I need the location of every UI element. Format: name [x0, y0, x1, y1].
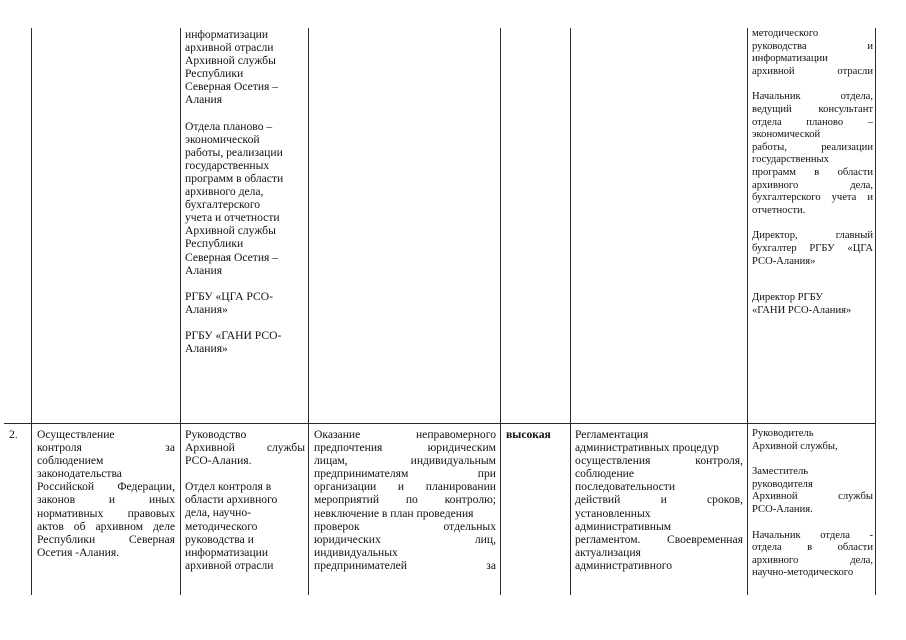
risk-level-value: высокая	[506, 428, 551, 441]
text-line: архивного дела,	[185, 185, 264, 199]
text-line: Осетия -Алания.	[37, 545, 120, 559]
table-row-divider	[4, 423, 876, 424]
text-line: Осуществление	[37, 428, 115, 441]
table-col-divider-3	[500, 28, 501, 595]
text-line: отчетности.	[752, 204, 806, 216]
text-line: программ в области	[752, 166, 873, 178]
text-line: РГБУ «ГАНИ РСО-	[185, 328, 282, 342]
text-line: Алания»	[185, 302, 228, 316]
row2-function	[37, 428, 175, 559]
text-line: Отдел контроля в	[185, 480, 272, 494]
text-line: контроля за	[37, 441, 175, 455]
table-border-left	[31, 28, 32, 595]
text-line: мероприятий по контролю;	[314, 493, 496, 507]
top-row-positions-block1	[752, 28, 873, 78]
text-line: государственных	[185, 158, 270, 172]
text-line: действий и сроков,	[575, 493, 743, 507]
text-line: экономической	[185, 132, 260, 146]
row2-risk-level	[506, 428, 568, 441]
top-row-positions-block3	[752, 230, 873, 268]
text-line: Российской Федерации,	[37, 480, 175, 494]
row2-positions	[752, 428, 873, 580]
text-line: бухгалтер РГБУ «ЦГА	[752, 242, 873, 254]
text-line: Республики	[185, 67, 244, 81]
text-line: работы, реализации	[185, 145, 283, 159]
table-border-right	[875, 28, 876, 595]
text-line: установленных	[575, 506, 651, 520]
text-line: организации и планировании	[314, 480, 496, 494]
text-line: Северная Осетия –	[185, 250, 279, 264]
row2-responsible-units	[185, 428, 305, 572]
text-line: Республики Северная	[37, 532, 175, 546]
text-line: Алания»	[185, 341, 228, 355]
table-col-divider-4	[570, 28, 571, 595]
row-number: 2.	[9, 428, 18, 441]
text-line: РСО-Алания.	[752, 503, 813, 515]
text-line: Руководство	[185, 428, 247, 441]
text-line: Заместитель	[752, 466, 809, 478]
top-row-positions-block4	[752, 292, 873, 317]
top-row-responsible-units-text	[185, 28, 305, 355]
text-line: актуализация	[575, 545, 641, 559]
paragraph-gap	[185, 316, 305, 329]
text-line: архивного дела,	[752, 179, 873, 191]
text-line: Начальник отдела,	[752, 91, 873, 103]
text-line: информатизации	[185, 545, 269, 559]
text-line: юридических лиц,	[314, 532, 496, 546]
text-line: соблюдение	[575, 467, 635, 481]
text-line: Оказание неправомерного	[314, 428, 496, 441]
text-line: архивной отрасли	[752, 65, 873, 77]
text-line: архивной отрасли	[185, 41, 274, 55]
text-line: административного	[575, 558, 673, 572]
text-line: предпринимателей за	[314, 558, 496, 572]
text-line: Алания	[185, 93, 223, 107]
paragraph-gap	[185, 107, 305, 120]
text-line: научно-методического	[752, 567, 854, 579]
text-line: невключение в план проведения	[314, 506, 474, 520]
text-line: законов и иных	[37, 493, 175, 507]
row2-corruption-risks	[314, 428, 496, 572]
text-line: законодательства	[37, 467, 122, 481]
top-row-positions-block2	[752, 91, 873, 217]
text-line: Архивной службы	[185, 54, 276, 68]
text-line: Регламентация	[575, 428, 649, 441]
text-line: лицам, индивидуальным	[314, 454, 496, 468]
text-line: Архивной службы	[752, 491, 873, 503]
text-line: Директор РГБУ	[752, 292, 823, 304]
text-line: Архивной службы	[185, 224, 276, 238]
text-line: дела, научно-	[185, 506, 252, 520]
top-row-positions	[752, 28, 873, 317]
text-line: экономической	[752, 129, 821, 141]
text-line: программ в области	[185, 171, 284, 185]
text-line: государственных	[752, 154, 829, 166]
row2-number	[9, 428, 29, 441]
text-line: РСО-Алания»	[752, 255, 816, 267]
text-line: предпринимателям при	[314, 467, 496, 481]
top-row-responsible-units	[185, 28, 305, 355]
text-line: методического	[185, 519, 258, 533]
text-line: руководства и	[185, 532, 254, 546]
text-line: осуществления контроля,	[575, 454, 743, 468]
table-col-divider-1	[180, 28, 181, 595]
text-line: архивной отрасли	[185, 558, 274, 572]
text-line: отдела планово –	[752, 116, 873, 128]
text-line: бухгалтерского	[185, 198, 261, 212]
text-line: Архивной службы	[185, 441, 305, 455]
text-line: проверок отдельных	[314, 519, 496, 533]
text-line: РГБУ «ЦГА РСО-	[185, 289, 273, 303]
text-line: регламентом. Своевременная	[575, 532, 743, 546]
text-line: Алания	[185, 263, 223, 277]
text-line: индивидуальных	[314, 545, 398, 559]
text-line: области архивного	[185, 493, 278, 507]
text-line: ведущий консультант	[752, 103, 873, 115]
text-line: Северная Осетия –	[185, 80, 279, 94]
text-line: Архивной службы,	[752, 440, 838, 452]
text-line: руководства и	[752, 40, 873, 52]
table-col-divider-2	[308, 28, 309, 595]
text-line: учета и отчетности	[185, 211, 280, 225]
text-line: Директор, главный	[752, 230, 873, 242]
text-line: актов об архивном деле	[37, 519, 175, 533]
text-line: Республики	[185, 237, 244, 251]
text-line: методического	[752, 28, 819, 39]
text-line: РСО-Алания.	[185, 454, 252, 468]
text-line: отдела в области	[752, 542, 873, 554]
text-line: работы, реализации	[752, 141, 873, 153]
text-line: Отдела планово –	[185, 119, 273, 133]
text-line: Руководитель	[752, 428, 814, 439]
text-line: руководителя	[752, 478, 813, 490]
text-line: информатизации	[752, 53, 828, 65]
text-line: бухгалтерского учета и	[752, 192, 873, 204]
text-line: информатизации	[185, 28, 269, 41]
text-line: нормативных правовых	[37, 506, 175, 520]
text-line: Начальник отдела -	[752, 529, 873, 541]
text-line: последовательности	[575, 480, 676, 494]
text-line: соблюдением	[37, 454, 104, 468]
row2-measures	[575, 428, 743, 572]
table-col-divider-5	[747, 28, 748, 595]
paragraph-gap	[185, 277, 305, 290]
text-line: административных процедур	[575, 441, 719, 455]
text-line: административным	[575, 519, 672, 533]
text-line: архивного дела,	[752, 554, 873, 566]
text-line: предпочтения юридическим	[314, 441, 496, 455]
text-line: «ГАНИ РСО-Алания»	[752, 304, 852, 316]
